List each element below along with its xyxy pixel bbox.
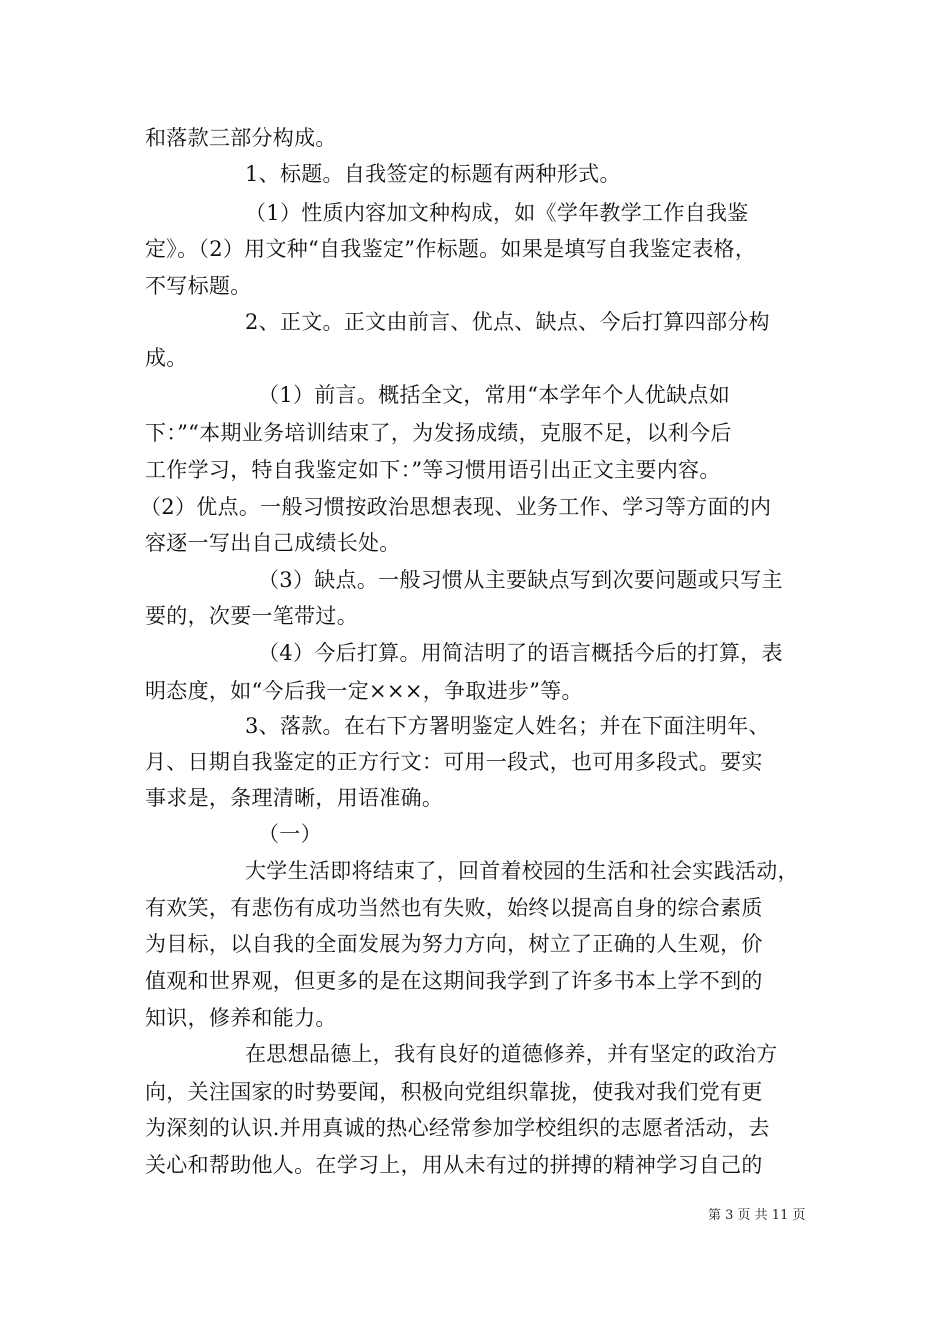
text-line: 定》。（2）用文种“自我鉴定”作标题。如果是填写自我鉴定表格， xyxy=(145,237,757,261)
text-line: （2）优点。一般习惯按政治思想表现、业务工作、学习等方面的内 xyxy=(140,495,772,519)
text-line: 容逐一写出自己成绩长处。 xyxy=(145,531,401,555)
text-line: 为深刻的认识.并用真诚的热心经常参加学校组织的志愿者活动，去 xyxy=(145,1116,770,1140)
text-line: 为目标，以自我的全面发展为努力方向，树立了正确的人生观，价 xyxy=(145,932,763,956)
text-line: （4）今后打算。用简洁明了的语言概括今后的打算，表 xyxy=(258,641,783,665)
text-line: 工作学习，特自我鉴定如下：”等习惯用语引出正文主要内容。 xyxy=(145,458,721,482)
text-line: 向，关注国家的时势要闻，积极向党组织靠拢，使我对我们党有更 xyxy=(145,1080,763,1104)
text-line: 大学生活即将结束了，回首着校园的生活和社会实践活动， xyxy=(245,859,799,883)
text-line: 和落款三部分构成。 xyxy=(145,126,337,150)
section-marker: （一） xyxy=(258,822,322,846)
text-line: 关心和帮助他人。在学习上，用从未有过的拼搏的精神学习自己的 xyxy=(145,1153,763,1177)
text-line: 2、正文。正文由前言、优点、缺点、今后打算四部分构 xyxy=(245,310,770,334)
text-line: 1、标题。自我签定的标题有两种形式。 xyxy=(245,162,621,186)
text-line: 值观和世界观，但更多的是在这期间我学到了许多书本上学不到的 xyxy=(145,969,763,993)
text-line: 月、日期自我鉴定的正方行文：可用一段式，也可用多段式。要实 xyxy=(145,750,763,774)
text-line: 事求是，条理清晰，用语准确。 xyxy=(145,786,444,810)
text-line: （1）前言。概括全文，常用“本学年个人优缺点如 xyxy=(258,383,730,407)
text-line: 在思想品德上，我有良好的道德修养，并有坚定的政治方 xyxy=(245,1042,778,1066)
text-line: （1）性质内容加文种构成，如《学年教学工作自我鉴 xyxy=(245,201,749,225)
text-line: 3、落款。在右下方署明鉴定人姓名；并在下面注明年、 xyxy=(245,714,770,738)
text-line: 下：”“本期业务培训结束了，为发扬成绩，克服不足，以利今后 xyxy=(145,421,732,445)
text-line: 明态度，如“今后我一定×××，争取进步”等。 xyxy=(145,679,583,703)
text-line: 不写标题。 xyxy=(145,274,252,298)
page-number: 第 3 页 共 11 页 xyxy=(708,1208,806,1223)
text-line: （3）缺点。一般习惯从主要缺点写到次要问题或只写主 xyxy=(258,568,783,592)
text-line: 有欢笑，有悲伤有成功当然也有失败，始终以提高自身的综合素质 xyxy=(145,896,763,920)
text-line: 知识，修养和能力。 xyxy=(145,1006,337,1030)
text-line: 成。 xyxy=(145,346,188,370)
text-line: 要的，次要一笔带过。 xyxy=(145,604,358,628)
